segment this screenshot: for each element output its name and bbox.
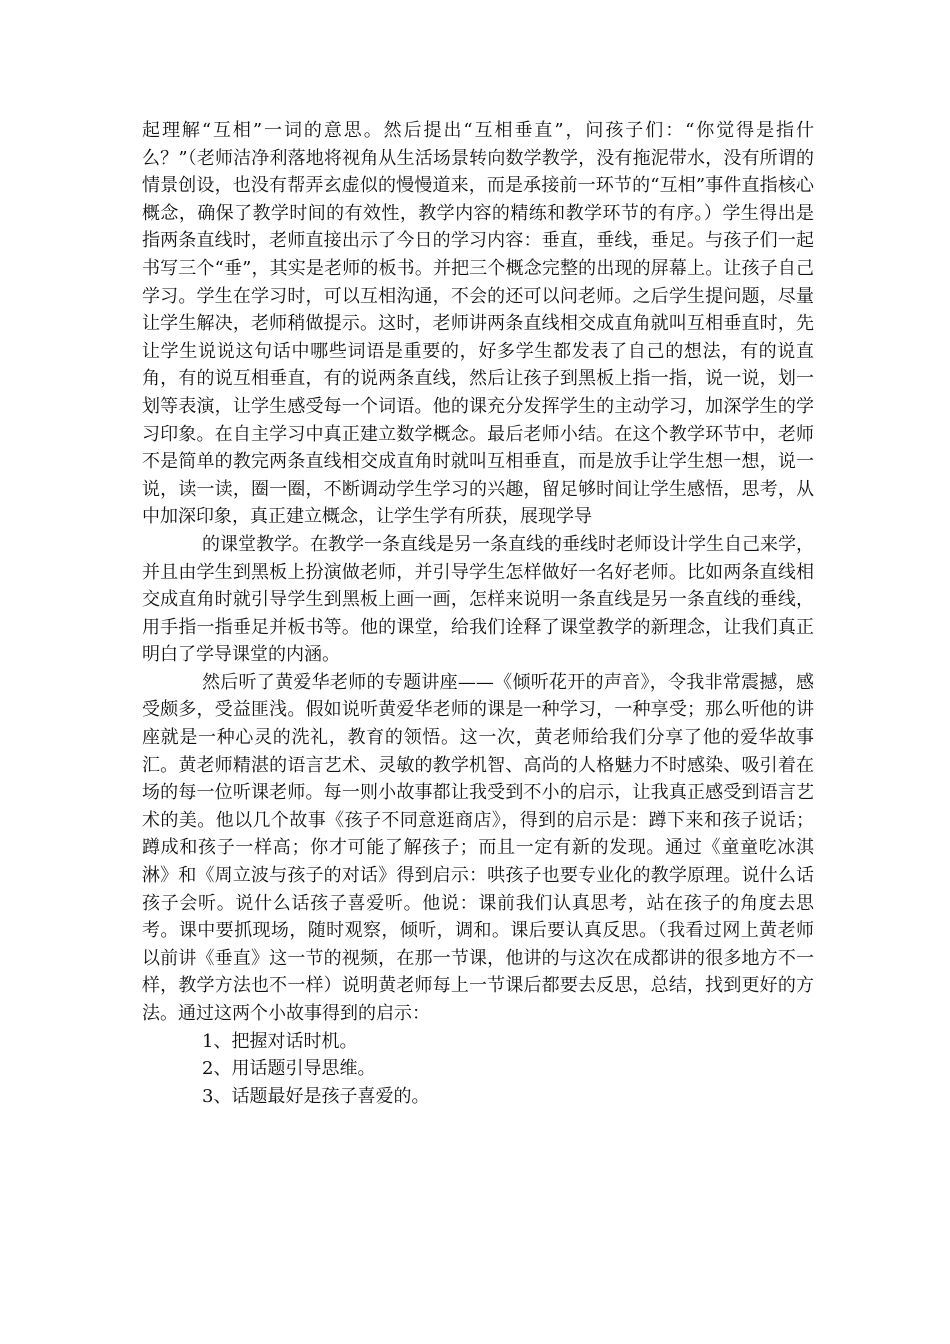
list-item-3: 3、话题最好是孩子喜爱的。 [202, 1085, 430, 1107]
list-item-1: 1、把握对话时机。 [202, 1030, 358, 1052]
document-body [142, 117, 814, 1110]
paragraph-2: 的课堂教学。在教学一条直线是另一条直线的垂线时老师设计学生自己来学，并且由学生到黑板上扮演做老师，并引导学生怎样做好一名好老师。比如两条直线相交成直角时就引导学生到黑板上画一画，怎样来说明一条直线是另一条直线的垂线，用手指一指垂足并板书等。他的课堂，给我们诠释了课堂教学的新理念，让我们真正明白了学导课堂的内涵。 [142, 533, 814, 666]
paragraph-3: 然后听了黄爱华老师的专题讲座——《倾听花开的声音》，令我非常震撼，感受颇多，受益匪浅。假如说听黄爱华老师的课是一种学习，一种享受；那么听他的讲座就是一种心灵的洗礼，教育的领悟。这一次，黄老师给我们分享了他的爱华故事汇。黄老师精湛的语言艺术、灵敏的教学机智、高尚的人格魅力不时感染、吸引着在场的每一位听课老师。每一则小故事都让我受到不小的启示，让我真正感受到语言艺术的美。他以几个故事《孩子不同意逛商店》，得到的启示是：蹲下来和孩子说话；蹲成和孩子一样高；你才可能了解孩子；而且一定有新的发现。通过《童童吃冰淇淋》和《周立波与孩子的对话》得到启示：哄孩子也要专业化的教学原理。说什么话孩子会听。说什么话孩子喜爱听。他说：课前我们认真思考，站在孩子的角度去思考。课中要抓现场，随时观察，倾听，调和。课后要认真反思。（我看过网上黄老师以前讲《垂直》这一节的视频，在那一节课，他讲的与这次在成都讲的很多地方不一样，教学方法也不一样）说明黄老师每上一节课后都要去反思，总结，找到更好的方法。通过这两个小故事得到的启示： [142, 671, 814, 1024]
paragraph-1: 起理解“互相”一词的意思。然后提出“互相垂直”，问孩子们：“你觉得是指什么？”（老师洁净利落地将视角从生活场景转向数学教学，没有拖泥带水，没有所谓的情景创设，也没有帮弄玄虚似的慢慢道来，而是承接前一环节的“互相”事件直指核心概念，确保了教学时间的有效性，教学内容的精练和教学环节的有序。）学生得出是指两条直线时，老师直接出示了今日的学习内容：垂直，垂线，垂足。与孩子们一起书写三个“垂”，其实是老师的板书。并把三个概念完整的出现的屏幕上。让孩子自己学习。学生在学习时，可以互相沟通，不会的还可以问老师。之后学生提问题，尽量让学生解决，老师稍做提示。这时，老师讲两条直线相交成直角就叫互相垂直时，先让学生说说这句话中哪些词语是重要的，好多学生都发表了自己的想法，有的说直角，有的说互相垂直，有的说两条直线，然后让孩子到黑板上指一指，说一说，划一划等表演，让学生感受每一个词语。他的课充分发挥学生的主动学习，加深学生的学习印象。在自主学习中真正建立数学概念。最后老师小结。在这个教学环节中，老师不是简单的教完两条直线相交成直角时就叫互相垂直，而是放手让学生想一想，说一说，读一读，圈一圈，不断调动学生学习的兴趣，留足够时间让学生感悟，思考，从中加深印象，真正建立概念，让学生学有所获，展现学导 [142, 120, 814, 528]
list-item-2: 2、用话题引导思维。 [202, 1058, 376, 1080]
